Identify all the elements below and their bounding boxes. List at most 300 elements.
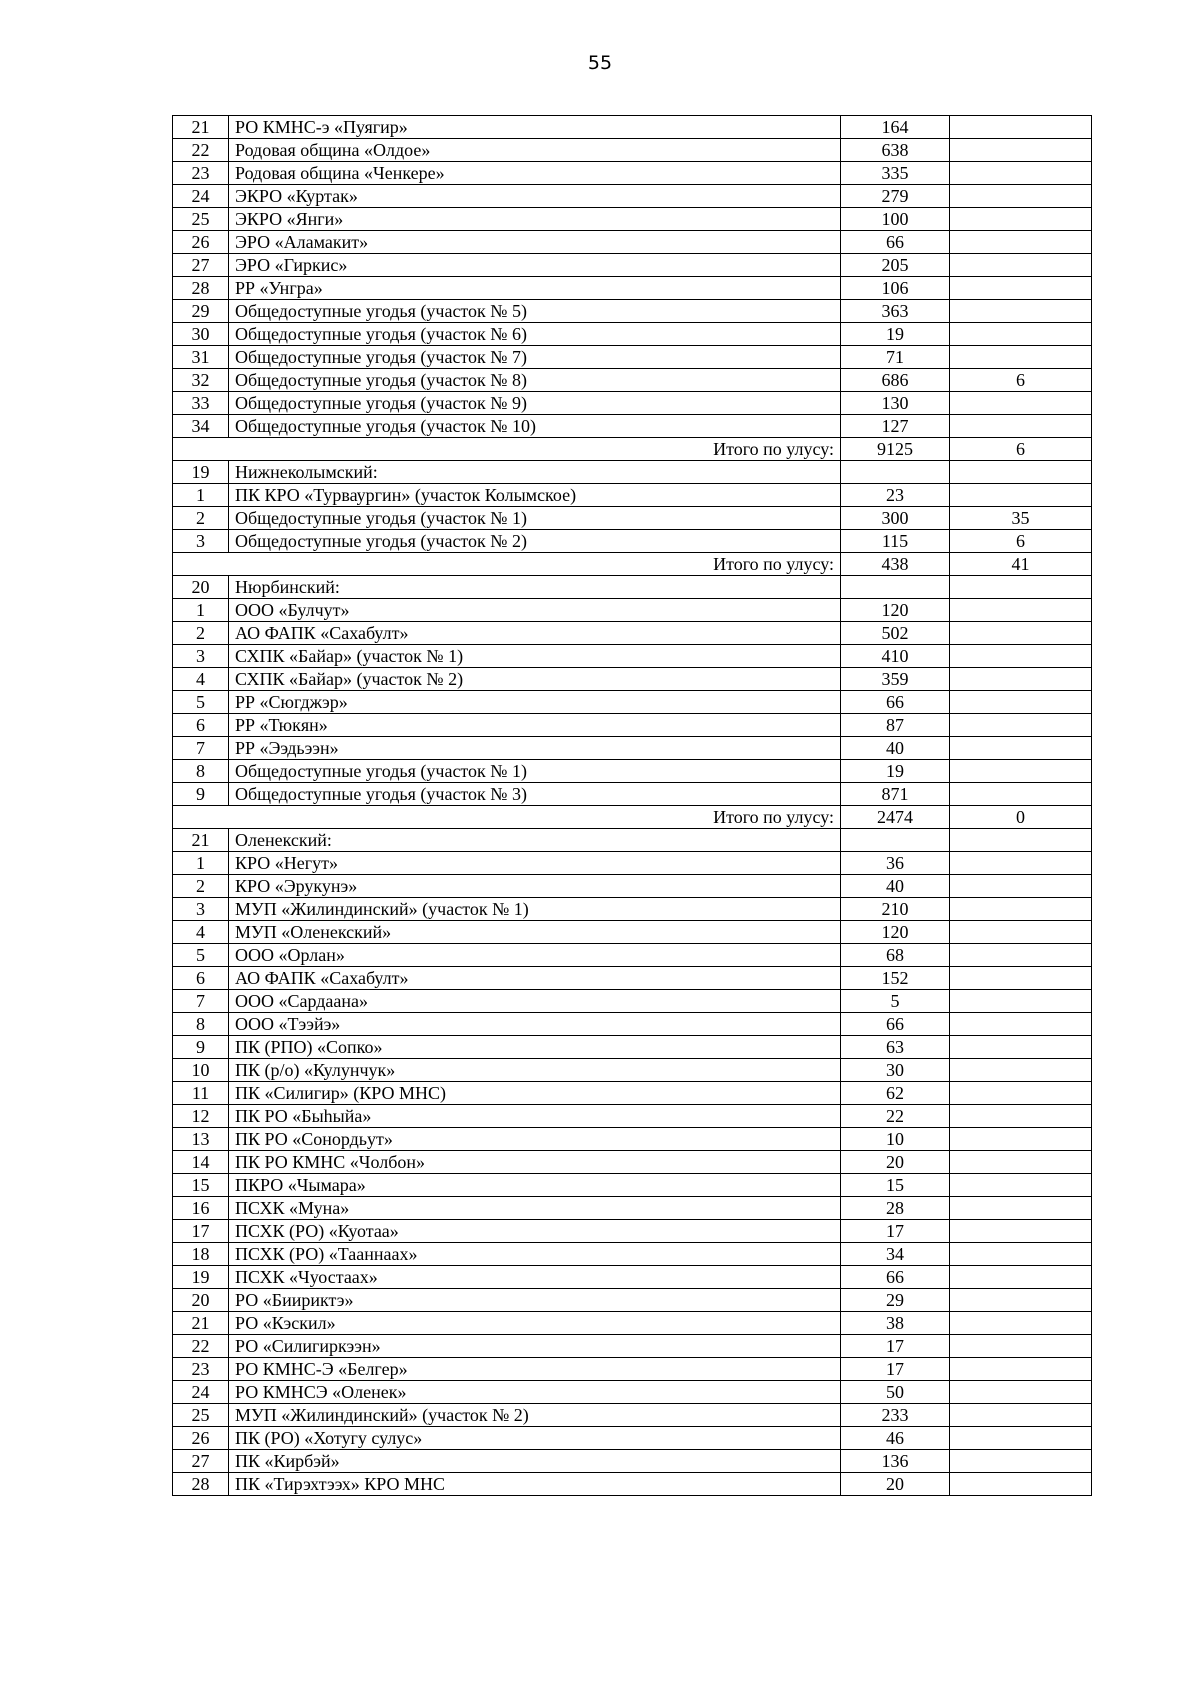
table-row	[173, 783, 1092, 806]
table-row	[173, 1059, 1092, 1082]
table-row	[173, 1312, 1092, 1335]
table-row	[173, 576, 1092, 599]
row-number-cell: 23	[173, 1358, 229, 1381]
table-row	[173, 185, 1092, 208]
row-value-cell: 29	[841, 1289, 950, 1312]
row-value-cell: 638	[841, 139, 950, 162]
row-extra-cell	[950, 852, 1092, 875]
row-extra-cell	[950, 415, 1092, 438]
table-row	[173, 875, 1092, 898]
table-row	[173, 829, 1092, 852]
row-extra-cell	[950, 668, 1092, 691]
row-value-cell: 300	[841, 507, 950, 530]
row-name-cell: ООО «Тээйэ»	[229, 1013, 841, 1036]
row-number-cell: 6	[173, 967, 229, 990]
row-value-cell: 63	[841, 1036, 950, 1059]
page-number: 55	[587, 52, 613, 74]
table-row	[173, 1335, 1092, 1358]
row-value-cell: 28	[841, 1197, 950, 1220]
row-extra-cell: 35	[950, 507, 1092, 530]
row-extra-cell	[950, 1197, 1092, 1220]
row-name-cell: ПК (РО) «Хотугу сулус»	[229, 1427, 841, 1450]
row-name-cell: ПК (РПО) «Сопко»	[229, 1036, 841, 1059]
table-row	[173, 1473, 1092, 1496]
row-extra-cell	[950, 599, 1092, 622]
row-value-cell: 10	[841, 1128, 950, 1151]
row-value-cell: 23	[841, 484, 950, 507]
table-row	[173, 1105, 1092, 1128]
table-row	[173, 208, 1092, 231]
total-label-cell: Итого по улусу:	[173, 553, 841, 576]
row-number-cell: 25	[173, 208, 229, 231]
row-value-cell: 66	[841, 231, 950, 254]
row-name-cell: РО КМНС-Э «Белгер»	[229, 1358, 841, 1381]
row-name-cell: Оленекский:	[229, 829, 841, 852]
table-total-row	[173, 438, 1092, 461]
row-number-cell: 8	[173, 760, 229, 783]
row-name-cell: АО ФАПК «Сахабулт»	[229, 967, 841, 990]
table-row	[173, 231, 1092, 254]
row-extra-cell	[950, 1243, 1092, 1266]
row-name-cell: РО «Силигиркээн»	[229, 1335, 841, 1358]
row-extra-cell	[950, 760, 1092, 783]
row-number-cell: 19	[173, 1266, 229, 1289]
table-row	[173, 323, 1092, 346]
row-value-cell: 15	[841, 1174, 950, 1197]
row-value-cell: 136	[841, 1450, 950, 1473]
row-number-cell: 24	[173, 185, 229, 208]
row-number-cell: 14	[173, 1151, 229, 1174]
row-value-cell: 17	[841, 1220, 950, 1243]
row-extra-cell	[950, 1358, 1092, 1381]
row-extra-cell	[950, 990, 1092, 1013]
row-extra-cell	[950, 254, 1092, 277]
row-value-cell: 40	[841, 875, 950, 898]
row-number-cell: 17	[173, 1220, 229, 1243]
row-name-cell: РР «Ээдьээн»	[229, 737, 841, 760]
table-row	[173, 139, 1092, 162]
row-name-cell: Родовая община «Ченкере»	[229, 162, 841, 185]
row-value-cell: 279	[841, 185, 950, 208]
row-value-cell: 30	[841, 1059, 950, 1082]
row-number-cell: 15	[173, 1174, 229, 1197]
table-row	[173, 162, 1092, 185]
total-label-cell: Итого по улусу:	[173, 806, 841, 829]
row-extra-cell	[950, 323, 1092, 346]
row-extra-cell	[950, 346, 1092, 369]
row-number-cell: 29	[173, 300, 229, 323]
row-extra-cell	[950, 875, 1092, 898]
row-number-cell: 4	[173, 921, 229, 944]
row-name-cell: Общедоступные угодья (участок № 7)	[229, 346, 841, 369]
row-value-cell: 205	[841, 254, 950, 277]
row-number-cell: 33	[173, 392, 229, 415]
row-number-cell: 26	[173, 231, 229, 254]
row-name-cell: ПК (р/о) «Кулунчук»	[229, 1059, 841, 1082]
table-row	[173, 346, 1092, 369]
table-row	[173, 668, 1092, 691]
row-value-cell: 130	[841, 392, 950, 415]
row-name-cell: Общедоступные угодья (участок № 1)	[229, 507, 841, 530]
total-value-cell: 2474	[841, 806, 950, 829]
row-number-cell: 1	[173, 852, 229, 875]
row-extra-cell	[950, 622, 1092, 645]
row-extra-cell	[950, 1220, 1092, 1243]
row-name-cell: Общедоступные угодья (участок № 9)	[229, 392, 841, 415]
row-value-cell: 686	[841, 369, 950, 392]
row-name-cell: РР «Унгра»	[229, 277, 841, 300]
row-number-cell: 28	[173, 1473, 229, 1496]
row-name-cell: ЭКРО «Куртак»	[229, 185, 841, 208]
row-value-cell: 19	[841, 323, 950, 346]
table-row	[173, 254, 1092, 277]
row-name-cell: ПКРО «Чымара»	[229, 1174, 841, 1197]
row-number-cell: 5	[173, 691, 229, 714]
row-number-cell: 30	[173, 323, 229, 346]
row-value-cell: 233	[841, 1404, 950, 1427]
table-row	[173, 1381, 1092, 1404]
total-extra-cell: 0	[950, 806, 1092, 829]
row-extra-cell	[950, 1427, 1092, 1450]
table-row	[173, 369, 1092, 392]
row-number-cell: 32	[173, 369, 229, 392]
row-extra-cell: 6	[950, 530, 1092, 553]
row-name-cell: ЭРО «Гиркис»	[229, 254, 841, 277]
row-value-cell: 17	[841, 1335, 950, 1358]
row-extra-cell	[950, 1335, 1092, 1358]
row-name-cell: МУП «Жилиндинский» (участок № 2)	[229, 1404, 841, 1427]
row-name-cell: Общедоступные угодья (участок № 8)	[229, 369, 841, 392]
row-name-cell: ЭКРО «Янги»	[229, 208, 841, 231]
row-extra-cell	[950, 714, 1092, 737]
row-name-cell: РО КМНС-э «Пуягир»	[229, 116, 841, 139]
row-name-cell: МУП «Жилиндинский» (участок № 1)	[229, 898, 841, 921]
row-value-cell: 363	[841, 300, 950, 323]
row-value-cell: 66	[841, 1013, 950, 1036]
row-extra-cell	[950, 921, 1092, 944]
row-number-cell: 11	[173, 1082, 229, 1105]
row-name-cell: СХПК «Байар» (участок № 2)	[229, 668, 841, 691]
row-value-cell: 127	[841, 415, 950, 438]
total-extra-cell: 41	[950, 553, 1092, 576]
row-number-cell: 8	[173, 1013, 229, 1036]
row-value-cell: 34	[841, 1243, 950, 1266]
row-name-cell: Нюрбинский:	[229, 576, 841, 599]
table-total-row	[173, 806, 1092, 829]
table-row	[173, 461, 1092, 484]
row-number-cell: 27	[173, 254, 229, 277]
table-row	[173, 1220, 1092, 1243]
table-row	[173, 1404, 1092, 1427]
total-label-cell: Итого по улусу:	[173, 438, 841, 461]
row-extra-cell	[950, 1266, 1092, 1289]
row-value-cell: 120	[841, 599, 950, 622]
row-number-cell: 13	[173, 1128, 229, 1151]
table-row	[173, 622, 1092, 645]
table-row	[173, 1427, 1092, 1450]
row-extra-cell	[950, 208, 1092, 231]
table-body	[173, 116, 1092, 1496]
row-name-cell: ПК КРО «Турваургин» (участок Колымское)	[229, 484, 841, 507]
row-name-cell: ПСХК «Чуостаах»	[229, 1266, 841, 1289]
row-value-cell: 106	[841, 277, 950, 300]
row-extra-cell	[950, 162, 1092, 185]
table-row	[173, 1450, 1092, 1473]
table-total-row	[173, 553, 1092, 576]
row-number-cell: 6	[173, 714, 229, 737]
row-value-cell: 115	[841, 530, 950, 553]
row-extra-cell	[950, 1128, 1092, 1151]
row-extra-cell	[950, 1036, 1092, 1059]
table-row	[173, 530, 1092, 553]
table-row	[173, 277, 1092, 300]
row-extra-cell	[950, 783, 1092, 806]
table-row	[173, 1197, 1092, 1220]
row-number-cell: 7	[173, 737, 229, 760]
row-name-cell: ООО «Булчут»	[229, 599, 841, 622]
row-number-cell: 16	[173, 1197, 229, 1220]
row-number-cell: 25	[173, 1404, 229, 1427]
table-row	[173, 1174, 1092, 1197]
row-name-cell: РР «Тюкян»	[229, 714, 841, 737]
row-number-cell: 21	[173, 1312, 229, 1335]
row-value-cell: 120	[841, 921, 950, 944]
row-value-cell: 359	[841, 668, 950, 691]
table-row	[173, 1082, 1092, 1105]
row-extra-cell	[950, 1151, 1092, 1174]
row-number-cell: 31	[173, 346, 229, 369]
hunting-grounds-table	[172, 115, 1092, 1496]
row-extra-cell	[950, 691, 1092, 714]
row-name-cell: Общедоступные угодья (участок № 3)	[229, 783, 841, 806]
row-value-cell: 71	[841, 346, 950, 369]
row-extra-cell	[950, 576, 1092, 599]
total-value-cell: 438	[841, 553, 950, 576]
row-extra-cell	[950, 1013, 1092, 1036]
row-number-cell: 12	[173, 1105, 229, 1128]
row-extra-cell	[950, 1473, 1092, 1496]
row-value-cell: 20	[841, 1473, 950, 1496]
table-row	[173, 507, 1092, 530]
table-row	[173, 990, 1092, 1013]
table-row	[173, 898, 1092, 921]
table-row	[173, 116, 1092, 139]
row-number-cell: 23	[173, 162, 229, 185]
table-row	[173, 1289, 1092, 1312]
row-extra-cell	[950, 300, 1092, 323]
row-name-cell: ПК РО КМНС «Чолбон»	[229, 1151, 841, 1174]
total-extra-cell: 6	[950, 438, 1092, 461]
row-number-cell: 2	[173, 622, 229, 645]
row-number-cell: 9	[173, 783, 229, 806]
row-name-cell: РО «Кэскил»	[229, 1312, 841, 1335]
row-extra-cell	[950, 1289, 1092, 1312]
row-value-cell: 164	[841, 116, 950, 139]
row-value-cell: 502	[841, 622, 950, 645]
row-name-cell: Общедоступные угодья (участок № 1)	[229, 760, 841, 783]
table-row	[173, 921, 1092, 944]
row-value-cell: 38	[841, 1312, 950, 1335]
row-number-cell: 3	[173, 898, 229, 921]
row-number-cell: 27	[173, 1450, 229, 1473]
row-number-cell: 28	[173, 277, 229, 300]
row-name-cell: РО «Биириктэ»	[229, 1289, 841, 1312]
row-number-cell: 22	[173, 139, 229, 162]
table-row	[173, 1128, 1092, 1151]
row-name-cell: ПК «Силигир» (КРО МНС)	[229, 1082, 841, 1105]
row-number-cell: 10	[173, 1059, 229, 1082]
row-value-cell: 62	[841, 1082, 950, 1105]
row-extra-cell	[950, 1174, 1092, 1197]
row-value-cell: 40	[841, 737, 950, 760]
row-extra-cell	[950, 277, 1092, 300]
row-extra-cell	[950, 829, 1092, 852]
row-name-cell: Общедоступные угодья (участок № 6)	[229, 323, 841, 346]
row-value-cell: 20	[841, 1151, 950, 1174]
row-number-cell: 18	[173, 1243, 229, 1266]
table-row	[173, 944, 1092, 967]
row-name-cell: Нижнеколымский:	[229, 461, 841, 484]
row-extra-cell	[950, 1450, 1092, 1473]
row-name-cell: ПК РО «Сонордьут»	[229, 1128, 841, 1151]
table-row	[173, 1358, 1092, 1381]
total-value-cell: 9125	[841, 438, 950, 461]
row-name-cell: ПСХК «Муна»	[229, 1197, 841, 1220]
table-row	[173, 645, 1092, 668]
row-number-cell: 4	[173, 668, 229, 691]
row-number-cell: 21	[173, 829, 229, 852]
row-value-cell	[841, 576, 950, 599]
row-number-cell: 34	[173, 415, 229, 438]
row-name-cell: РО КМНСЭ «Оленек»	[229, 1381, 841, 1404]
row-number-cell: 24	[173, 1381, 229, 1404]
table-row	[173, 599, 1092, 622]
row-number-cell: 3	[173, 645, 229, 668]
row-extra-cell	[950, 1082, 1092, 1105]
table-row	[173, 484, 1092, 507]
row-name-cell: ООО «Сардаана»	[229, 990, 841, 1013]
table-row	[173, 1266, 1092, 1289]
row-extra-cell	[950, 185, 1092, 208]
row-name-cell: КРО «Негут»	[229, 852, 841, 875]
row-extra-cell	[950, 967, 1092, 990]
row-value-cell	[841, 461, 950, 484]
row-value-cell: 152	[841, 967, 950, 990]
row-name-cell: ПК РО «Быһыйа»	[229, 1105, 841, 1128]
row-extra-cell	[950, 116, 1092, 139]
row-number-cell: 3	[173, 530, 229, 553]
row-name-cell: АО ФАПК «Сахабулт»	[229, 622, 841, 645]
row-name-cell: ПК «Тирэхтээх» КРО МНС	[229, 1473, 841, 1496]
row-value-cell: 68	[841, 944, 950, 967]
row-name-cell: МУП «Оленекский»	[229, 921, 841, 944]
table-row	[173, 1151, 1092, 1174]
row-name-cell: ЭРО «Аламакит»	[229, 231, 841, 254]
row-extra-cell	[950, 1059, 1092, 1082]
table-row	[173, 392, 1092, 415]
row-number-cell: 2	[173, 875, 229, 898]
table-row	[173, 714, 1092, 737]
row-name-cell: ПСХК (РО) «Куотаа»	[229, 1220, 841, 1243]
row-number-cell: 20	[173, 576, 229, 599]
table-row	[173, 760, 1092, 783]
row-value-cell: 50	[841, 1381, 950, 1404]
table-row	[173, 1013, 1092, 1036]
table-row	[173, 691, 1092, 714]
row-name-cell: ПСХК (РО) «Тааннаах»	[229, 1243, 841, 1266]
row-extra-cell	[950, 645, 1092, 668]
row-value-cell: 87	[841, 714, 950, 737]
row-number-cell: 1	[173, 599, 229, 622]
row-name-cell: Общедоступные угодья (участок № 2)	[229, 530, 841, 553]
row-number-cell: 5	[173, 944, 229, 967]
row-value-cell: 17	[841, 1358, 950, 1381]
row-number-cell: 19	[173, 461, 229, 484]
row-value-cell	[841, 829, 950, 852]
row-extra-cell	[950, 898, 1092, 921]
row-number-cell: 26	[173, 1427, 229, 1450]
row-extra-cell	[950, 1404, 1092, 1427]
row-name-cell: ООО «Орлан»	[229, 944, 841, 967]
table-row	[173, 967, 1092, 990]
row-extra-cell	[950, 231, 1092, 254]
row-extra-cell	[950, 1381, 1092, 1404]
row-extra-cell	[950, 139, 1092, 162]
row-number-cell: 7	[173, 990, 229, 1013]
row-name-cell: Родовая община «Олдое»	[229, 139, 841, 162]
row-extra-cell	[950, 1105, 1092, 1128]
row-value-cell: 410	[841, 645, 950, 668]
row-number-cell: 21	[173, 116, 229, 139]
row-extra-cell	[950, 461, 1092, 484]
row-value-cell: 100	[841, 208, 950, 231]
row-value-cell: 335	[841, 162, 950, 185]
row-value-cell: 871	[841, 783, 950, 806]
table-row	[173, 1243, 1092, 1266]
row-number-cell: 20	[173, 1289, 229, 1312]
row-value-cell: 210	[841, 898, 950, 921]
row-extra-cell: 6	[950, 369, 1092, 392]
table-row	[173, 1036, 1092, 1059]
row-extra-cell	[950, 1312, 1092, 1335]
row-extra-cell	[950, 737, 1092, 760]
row-name-cell: РР «Сюгджэр»	[229, 691, 841, 714]
row-number-cell: 2	[173, 507, 229, 530]
row-value-cell: 36	[841, 852, 950, 875]
row-name-cell: СХПК «Байар» (участок № 1)	[229, 645, 841, 668]
row-value-cell: 66	[841, 691, 950, 714]
table-row	[173, 852, 1092, 875]
row-name-cell: ПК «Кирбэй»	[229, 1450, 841, 1473]
row-value-cell: 5	[841, 990, 950, 1013]
row-extra-cell	[950, 944, 1092, 967]
row-number-cell: 1	[173, 484, 229, 507]
row-name-cell: КРО «Эрукунэ»	[229, 875, 841, 898]
row-name-cell: Общедоступные угодья (участок № 10)	[229, 415, 841, 438]
row-number-cell: 9	[173, 1036, 229, 1059]
row-number-cell: 22	[173, 1335, 229, 1358]
table-row	[173, 300, 1092, 323]
table-row	[173, 415, 1092, 438]
table-row	[173, 737, 1092, 760]
row-extra-cell	[950, 392, 1092, 415]
row-value-cell: 22	[841, 1105, 950, 1128]
row-name-cell: Общедоступные угодья (участок № 5)	[229, 300, 841, 323]
row-extra-cell	[950, 484, 1092, 507]
row-value-cell: 66	[841, 1266, 950, 1289]
row-value-cell: 46	[841, 1427, 950, 1450]
row-value-cell: 19	[841, 760, 950, 783]
